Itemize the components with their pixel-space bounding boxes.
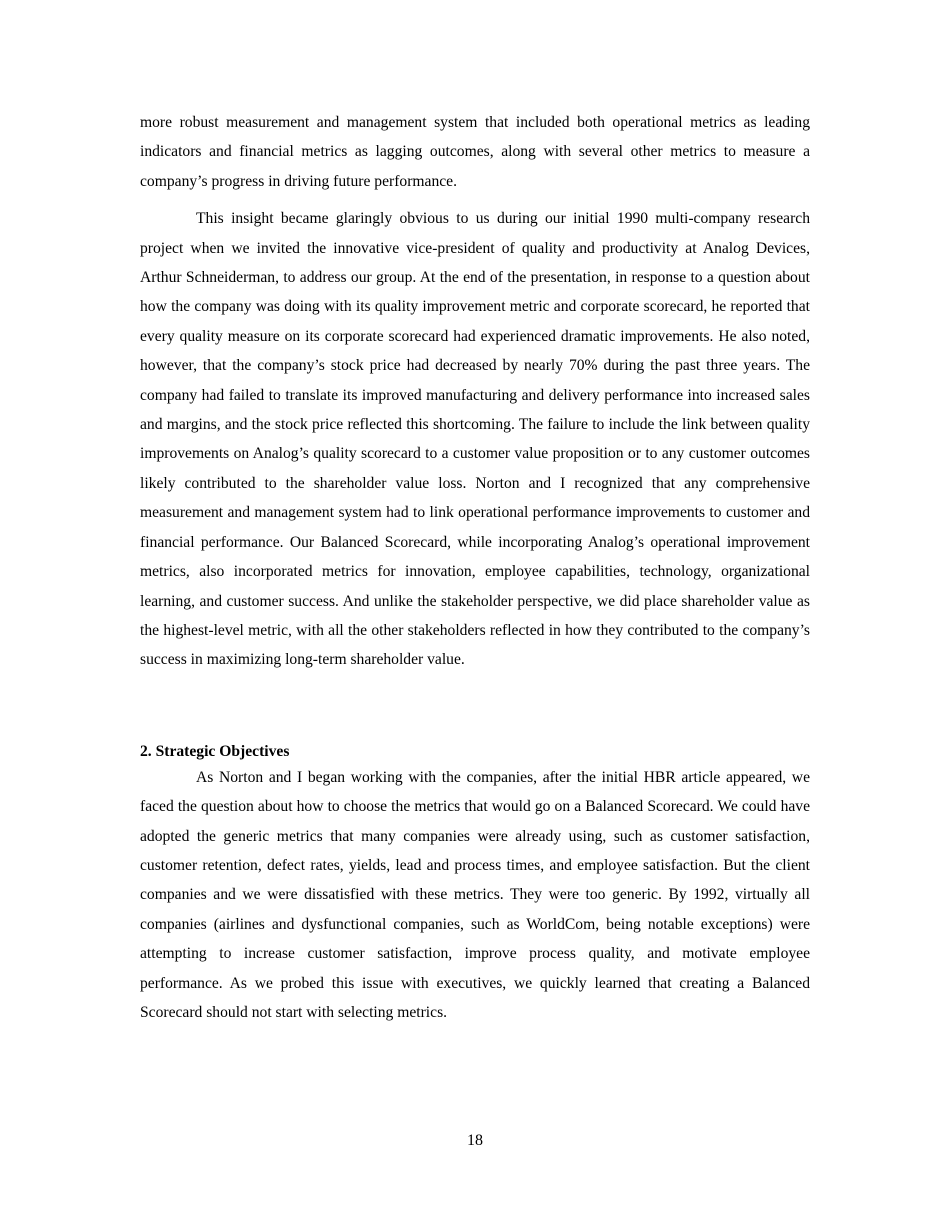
page-number: 18 <box>467 1132 483 1149</box>
paragraph-strategic-objectives: As Norton and I began working with the companies, after the initial HBR article appeared, we faced the question about how to choose the metrics that would go on a Balanced Scorecard. We could have adopted the generic metrics that many companies were already using, such as customer satisfaction, customer retention, defect rates, yields, lead and process times, and employee satisfaction. But the client companies and we were dissatisfied with these metrics. They were too generic. By 1992, virtually all companies (airlines and dysfunctional companies, such as WorldCom, being notable exceptions) were attempting to increase customer satisfaction, improve process quality, and motivate employee performance. As we probed this issue with executives, we quickly learned that creating a Balanced Scorecard should not start with selecting metrics. <box>140 768 810 1021</box>
section-spacer <box>140 675 810 741</box>
paragraph-spacer <box>140 196 810 204</box>
paragraph-continuation: more robust measurement and management system that included both operational metrics as leading indicators and financial metrics as lagging outcomes, along with several other metrics to measure a company’s progress in driving future performance. <box>140 114 810 190</box>
document-body <box>140 108 810 1027</box>
paragraph-analog-devices: This insight became glaringly obvious to us during our initial 1990 multi-company research project when we invited the innovative vice-president of quality and productivity at Analog Devices, Arthur Schneiderman, to address our group. At the end of the presentation, in response to a question about how the company was doing with its quality improvement metric and corporate scorecard, he reported that every quality measure on its corporate scorecard had experienced dramatic improvements. He also noted, however, that the company’s stock price had decreased by nearly 70% during the past three years. The company had failed to translate its improved manufacturing and delivery performance into increased sales and margins, and the stock price reflected this shortcoming. The failure to include the link between quality improvements on Analog’s quality scorecard to a customer value proposition or to any customer outcomes likely contributed to the shareholder value loss. Norton and I recognized that any comprehensive measurement and management system had to link operational performance improvements to customer and financial performance. Our Balanced Scorecard, while incorporating Analog’s operational improvement metrics, also incorporated metrics for innovation, employee capabilities, technology, organizational learning, and customer success. And unlike the stakeholder perspective, we did place shareholder value as the highest-level metric, with all the other stakeholders reflected in how they contributed to the company’s success in maximizing long-term shareholder value. <box>140 210 810 669</box>
section-heading: 2. Strategic Objectives <box>140 742 290 760</box>
